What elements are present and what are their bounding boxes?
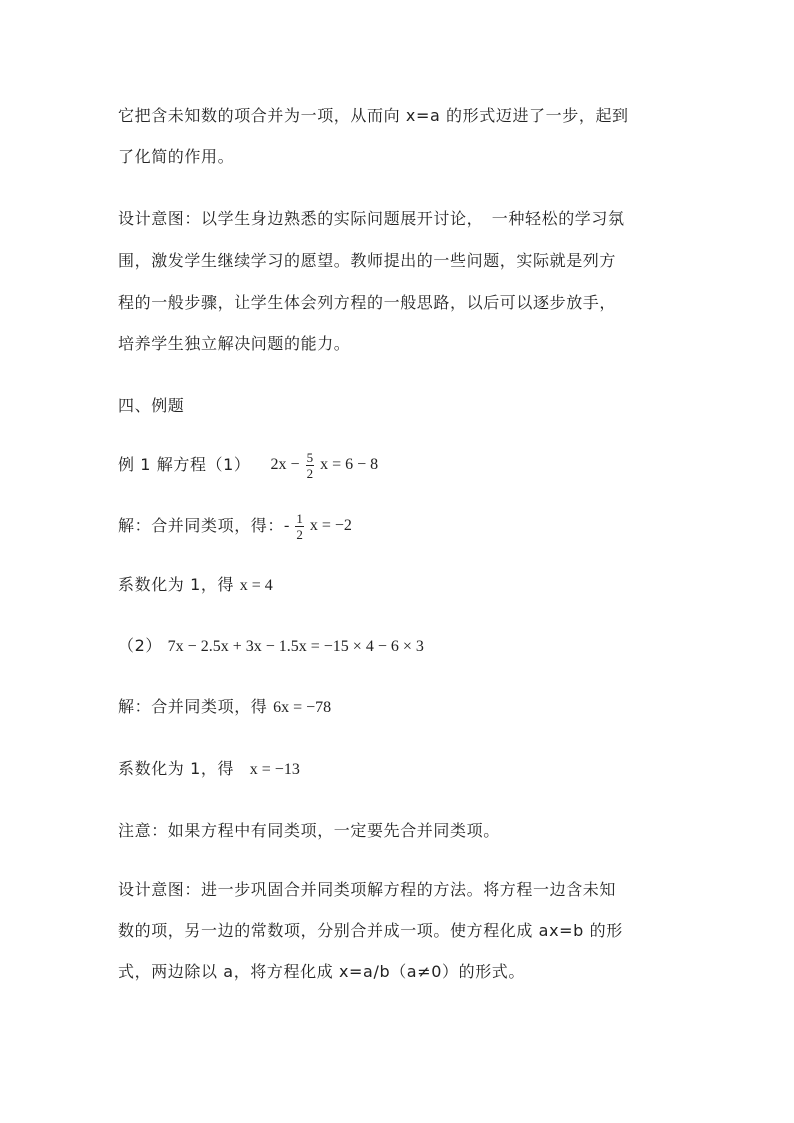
example1-eq-pre: 2x − [270, 455, 300, 473]
coefficient-equation: x = 4 [239, 576, 273, 594]
coefficient-label: 系数化为 1，得 [118, 575, 235, 594]
design-intent2-line2: 数的项，另一边的常数项，分别合并成一项。使方程化成 ax=b 的形 [118, 921, 623, 940]
example1-solution-label: 解：合并同类项，得： [118, 516, 285, 535]
solution-eq-post: x = −2 [309, 516, 352, 534]
design-intent2-line1: 设计意图：进一步巩固合并同类项解方程的方法。将方程一边含未知 [118, 880, 617, 899]
example2-coefficient-line [118, 759, 300, 780]
example2-solution-equation: 6x = −78 [273, 698, 332, 716]
example1-solution-line [118, 511, 352, 541]
fraction-numerator: 1 [296, 510, 303, 526]
fraction-denominator: 2 [296, 526, 303, 542]
example2-solution-label: 解：合并同类项，得 [118, 697, 268, 716]
fraction-numerator: 5 [306, 449, 314, 465]
example1-coefficient-line [118, 575, 273, 596]
p1-line2: 了化简的作用。 [118, 147, 235, 166]
example2-line [118, 636, 424, 657]
example1-fraction [306, 450, 315, 481]
example2-equation: 7x − 2.5x + 3x − 1.5x = −15 × 4 − 6 × 3 [167, 637, 424, 655]
note-line: 注意：如果方程中有同类项，一定要先合并同类项。 [118, 821, 500, 840]
design-intent-line2: 围，激发学生继续学习的愿望。教师提出的一些问题，实际就是列方 [118, 251, 617, 270]
example1-solution-equation [284, 511, 352, 542]
design-intent-line1: 设计意图：以学生身边熟悉的实际问题展开讨论， 一种轻松的学习氛 [118, 209, 625, 228]
section-heading: 四、例题 [118, 396, 185, 415]
example2-label: （2） [118, 636, 162, 655]
design-intent-line4: 培养学生独立解决问题的能力。 [118, 334, 351, 353]
example1-equation [271, 450, 379, 481]
solution-prefix: - [284, 516, 290, 534]
solution-fraction [295, 511, 304, 542]
p1-line1: 它把含未知数的项合并为一项，从而向 x=a 的形式迈进了一步，起到 [118, 106, 629, 125]
design-intent2-line3: 式，两边除以 a，将方程化成 x=a/b（a≠0）的形式。 [118, 962, 525, 981]
example1-label: 例 1 解方程（1） [118, 455, 251, 474]
example1-eq-post: x = 6 − 8 [320, 455, 379, 473]
fraction-denominator: 2 [306, 465, 314, 481]
coefficient-label: 系数化为 1，得 [118, 759, 235, 778]
design-intent-line3: 程的一般步骤，让学生体会列方程的一般思路，以后可以逐步放手， [118, 293, 617, 312]
example2-solution-line [118, 697, 331, 718]
coefficient-equation: x = −13 [249, 760, 300, 778]
example1-line [118, 450, 378, 480]
